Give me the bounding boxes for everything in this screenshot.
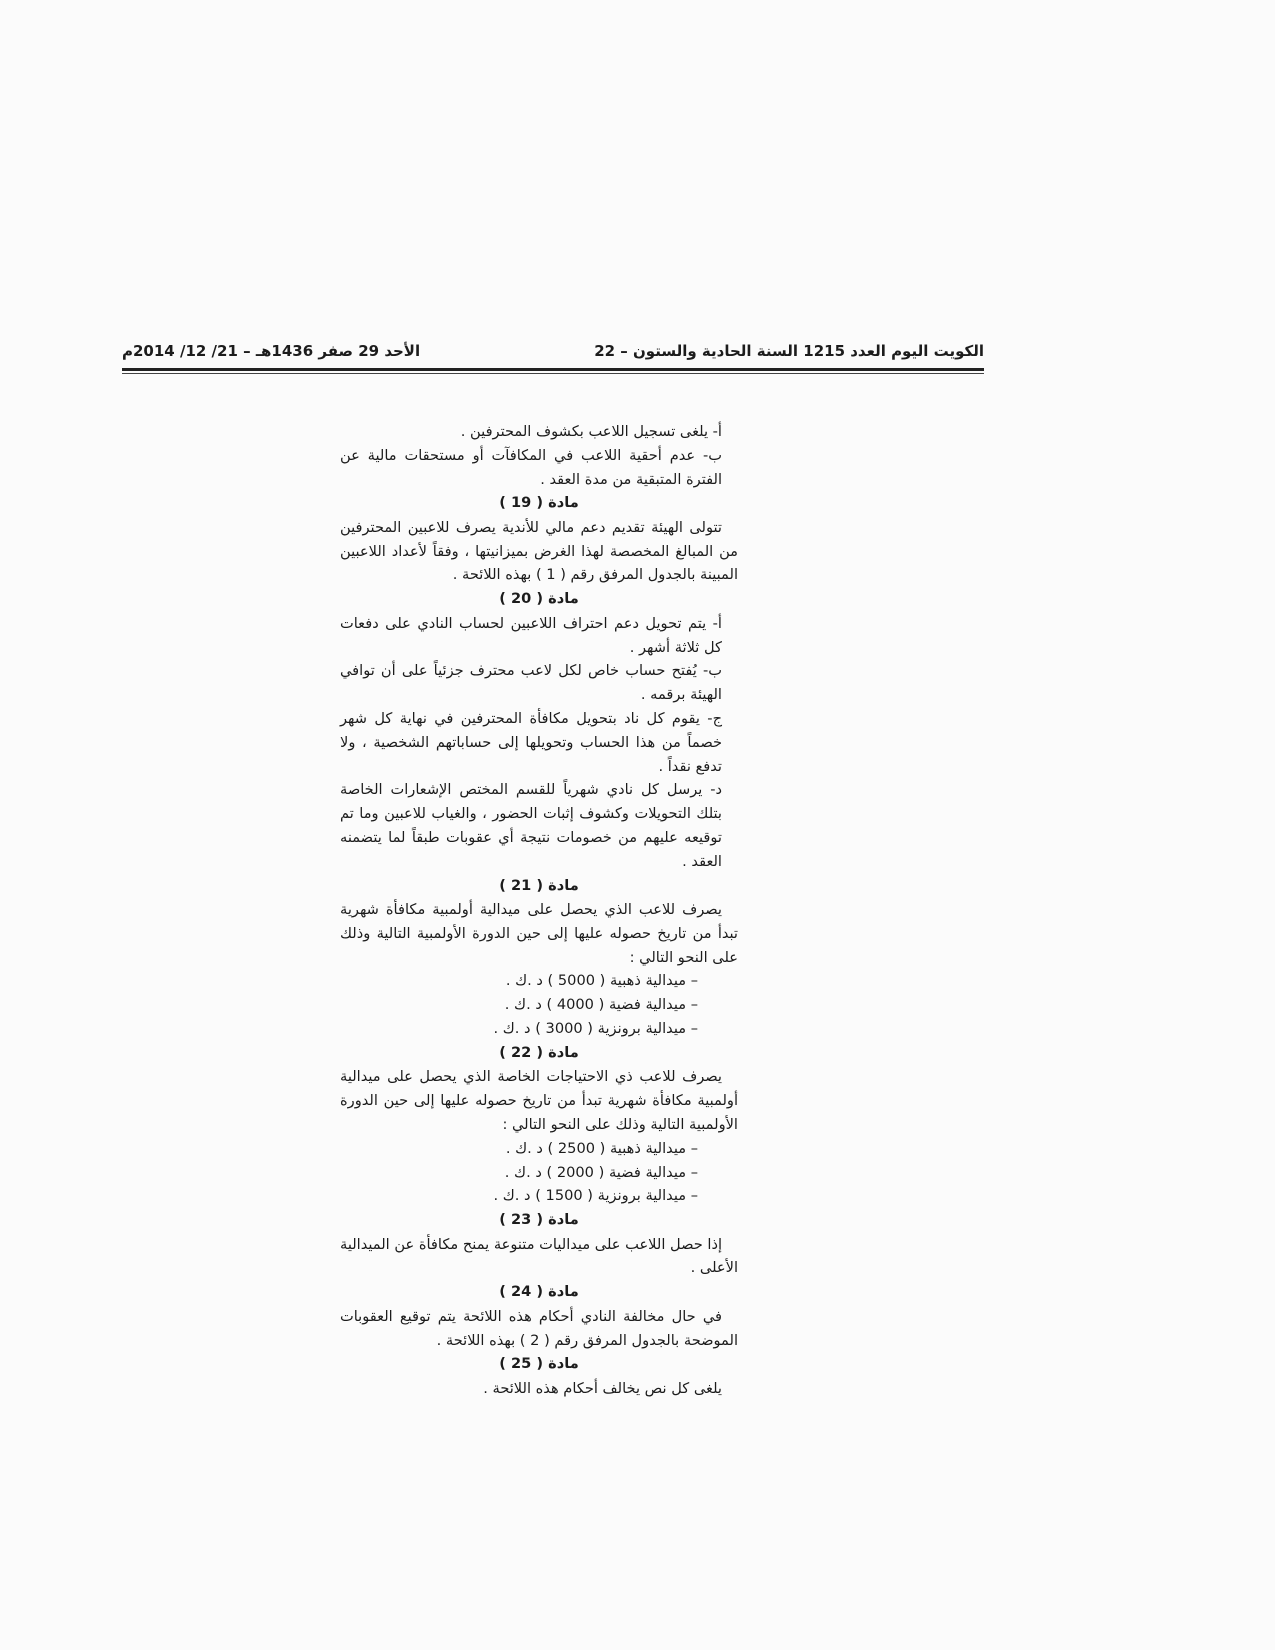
article-24-text: في حال مخالفة النادي أحكام هذه اللائحة يتم توقيع العقوبات الموضحة بالجدول المرفق رقم ( 2 ) بهذه اللائحة . [340, 1307, 738, 1349]
article-21-text: يصرف للاعب الذي يحصل على ميدالية أولمبية مكافأة شهرية تبدأ من تاريخ حصوله عليها إلى حين الدورة الأولمبية التالية وذلك على النحو التالي : [340, 901, 738, 966]
article-22-heading: مادة ( 22 ) [499, 1043, 579, 1061]
medal-bronze: – ميدالية برونزية ( 1500 ) د .ك . [493, 1187, 698, 1205]
clause-b: ب- عدم أحقية اللاعب في المكافآت أو مستحقات مالية عن الفترة المتبقية من مدة العقد . [340, 446, 722, 488]
header-issue-info: الكويت اليوم العدد 1215 السنة الحادية والستون – 22 [594, 342, 984, 360]
article-20-heading: مادة ( 20 ) [499, 590, 579, 608]
article-25-text: يلغى كل نص يخالف أحكام هذه اللائحة . [483, 1379, 722, 1397]
article-20-clause-a: أ- يتم تحويل دعم احتراف اللاعبين لحساب النادي على دفعات كل ثلاثة أشهر . [340, 614, 722, 656]
header-date: الأحد 29 صفر 1436هـ – 21/ 12/ 2014م [122, 342, 421, 360]
article-21-heading: مادة ( 21 ) [499, 876, 579, 894]
article-24-heading: مادة ( 24 ) [499, 1283, 579, 1301]
article-22-text: يصرف للاعب ذي الاحتياجات الخاصة الذي يحصل على ميدالية أولمبية مكافأة شهرية تبدأ من تاريخ حصوله عليها إلى حين الدورة الأولمبية التالية وذلك على النحو التالي : [340, 1068, 738, 1133]
medal-gold: – ميدالية ذهبية ( 5000 ) د .ك . [505, 972, 698, 990]
clause-a: أ- يلغى تسجيل اللاعب بكشوف المحترفين . [460, 423, 722, 440]
article-22-medal-list [340, 1137, 738, 1208]
article-21-medal-list [340, 969, 738, 1040]
document-body [340, 420, 738, 1401]
medal-silver: – ميدالية فضية ( 2000 ) د .ك . [504, 1163, 698, 1181]
article-20-clause-b: ب- يُفتح حساب خاص لكل لاعب محترف جزئياً على أن توافي الهيئة برقمه . [340, 662, 722, 704]
medal-bronze: – ميدالية برونزية ( 3000 ) د .ك . [493, 1020, 698, 1038]
gazette-header [122, 338, 984, 366]
article-23-text: إذا حصل اللاعب على ميداليات متنوعة يمنح مكافأة عن الميدالية الأعلى . [340, 1235, 738, 1277]
article-19-text: تتولى الهيئة تقديم دعم مالي للأندية يصرف للاعبين المحترفين من المبالغ المخصصة لهذا الغرض بميزانيتها ، وفقاً لأعداد اللاعبين المبينة بالجدول المرفق رقم ( 1 ) بهذه اللائحة . [340, 518, 738, 584]
medal-silver: – ميدالية فضية ( 4000 ) د .ك . [504, 996, 698, 1014]
header-rule-thin [122, 373, 984, 374]
article-23-heading: مادة ( 23 ) [499, 1211, 579, 1229]
header-rule-thick [122, 368, 984, 371]
article-19-heading: مادة ( 19 ) [499, 494, 579, 512]
medal-gold: – ميدالية ذهبية ( 2500 ) د .ك . [505, 1139, 698, 1157]
article-20-clause-c: ج- يقوم كل ناد بتحويل مكافأة المحترفين في نهاية كل شهر خصماً من هذا الحساب وتحويلها إلى حساباتهم الشخصية ، ولا تدفع نقداً . [340, 709, 722, 775]
article-20-clause-d: د- يرسل كل نادي شهرياً للقسم المختص الإشعارات الخاصة بتلك التحويلات وكشوف إثبات الحضور ، والغياب للاعبين وما تم توقيعه عليهم من خصومات نتيجة أي عقوبات طبقاً لما يتضمنه العقد . [340, 781, 722, 870]
article-25-heading: مادة ( 25 ) [499, 1355, 579, 1373]
